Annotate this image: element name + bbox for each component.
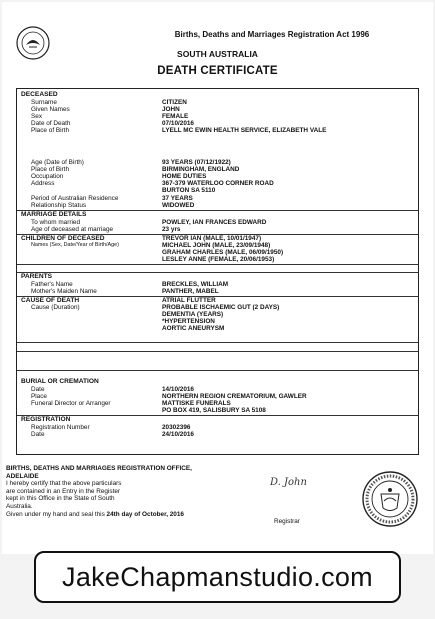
section-marriage: MARRIAGE DETAILS [21, 211, 87, 218]
particulars-table: DECEASED Surname CITIZEN Given Names JOHN Sex FEMALE Date of Death 07/10/2016 Place of Birth LYELL MC EWIN HEALTH SERVICE, ELIZABETH VALE Age (Date of Birth) 93 YEARS (07/12/1922) Place of Birth BIRMINGHAM, ENGLAND Occupation HOME DUTIES Address 367-379 WATERLOO CORNER ROAD BURTON SA 5110 Period of Australian Residence 37 YEARS Relationship Status WIDOWED MARRIAGE DETAILS To whom married POWLEY, IAN FRANCES EDWARD Age of deceased at marriage 23 yrs CHILDREN OF DECEASED Names (Sex, Date/Year of Birth/Age) TREVOR IAN (MALE, 10/01/1947) MICHAEL JOHN (MALE, 23/09/1948) GRAHAM CHARLES (MALE, 06/09/1950) LESLEY ANNE (FEMALE, 20/06/1953) PARENTS Father's Name BRECKLES, WILLIAM Mother's Maiden Name PANTHER, MABEL CAUSE OF DEATH Cause (Duration) ATRIAL FLUTTER PROBABLE ISCHAEMIC GUT (2 DAYS) DEMENTIA (YEARS) *HYPERTENSION AORTIC ANEURYSM BURIAL OR CREMATION Date 14/10/2016 Place NORTHERN REGION CREMATORIUM, GAWLER Funeral Director or Arranger MATTISKE FUNERALS PO BOX 419, SALISBURY SA 5108 REGISTRATION Registration Number 20302396 Date 24/10/2016 [16, 88, 419, 455]
office-name: BIRTHS, DEATHS AND MARRIAGES REGISTRATION OFFICE, [6, 465, 192, 472]
act-title: Births, Deaths and Marriages Registration Act 1996 [174, 30, 370, 39]
watermark-text: JakeChapmanstudio.com [62, 562, 373, 592]
section-children: CHILDREN OF DECEASED [21, 235, 105, 242]
certificate-page [2, 2, 433, 554]
office-city: ADELAIDE [6, 472, 39, 480]
state-title: SOUTH AUSTRALIA [177, 49, 258, 59]
section-burial: BURIAL OR CREMATION [21, 378, 99, 385]
divider [17, 370, 418, 371]
watermark-banner [34, 551, 401, 603]
divider [17, 272, 418, 273]
cert-line: are contained in an Entry in the Register [6, 487, 121, 495]
divider [17, 342, 418, 343]
cert-line: kept in this Office in the State of South [6, 495, 115, 503]
divider [17, 415, 418, 416]
certification-text [6, 465, 256, 518]
cert-line: Australia. [6, 502, 33, 510]
divider [17, 264, 418, 265]
section-parents: PARENTS [21, 273, 53, 280]
section-registration: REGISTRATION [21, 416, 71, 423]
children-subheading: Names (Sex, Date/Year of Birth/Age) [31, 242, 119, 248]
divider [17, 351, 418, 352]
registrar-signature: D. John [270, 477, 307, 488]
registry-seal-icon [361, 470, 419, 528]
section-deceased: DECEASED [21, 91, 58, 98]
given-under-hand: Given under my hand and seal this 24th day of October, 2016 [6, 510, 184, 518]
registrar-label: Registrar [274, 518, 300, 525]
cert-line: I hereby certify that the above particulars [6, 480, 122, 488]
section-cause: CAUSE OF DEATH [21, 297, 80, 304]
certificate-title: DEATH CERTIFICATE [157, 65, 278, 77]
